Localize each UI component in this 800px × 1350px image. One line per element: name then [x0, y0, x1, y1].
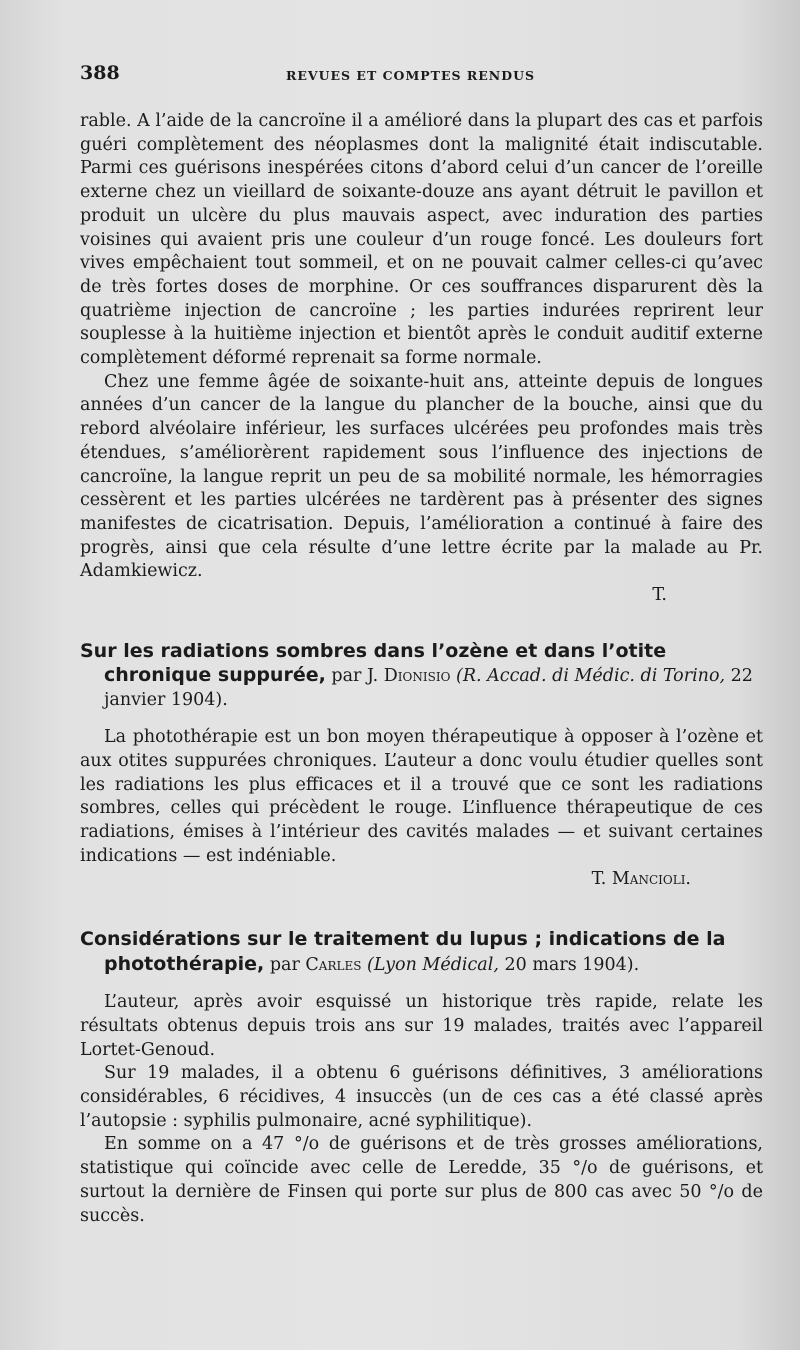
paragraph: L’auteur, après avoir esquissé un historique très rapide, relate les résultats obtenus depuis trois ans sur 19 malades, traités avec l’appareil Lortet-Genoud. — [80, 992, 763, 1060]
article-author: Dionisio — [383, 666, 451, 687]
article-source: (Lyon Médical, — [367, 954, 499, 975]
review-section-3 — [80, 928, 763, 1228]
paragraph: rable. A l’aide de la cancroïne il a amélioré dans la plupart des cas et parfois guéri complètement des néoplasmes dont la malignité était indiscutable. Parmi ces guérisons inespérées citons d’abord celui d’un cancer de l’oreille externe chez un vieillard de soixante-douze ans ayant détruit le pavillon et produit un ulcère du plus mauvais aspect, avec induration des parties voisines qui avaient pris une couleur d’un rouge foncé. Les douleurs fort vives empêchaient tout sommeil, et on ne pouvait calmer celles-ci qu’avec de très fortes doses de morphine. Or ces souffrances disparurent dès la quatrième injection de cancroïne ; les parties indurées reprirent leur souplesse à la huitième injection et bientôt après le conduit auditif externe complètement déformé reprenait sa forme normale. — [80, 111, 763, 369]
review-section-1 — [80, 110, 763, 608]
article-source: (R. Accad. di Médic. di Torino, — [456, 666, 726, 687]
page-number: 388 — [80, 62, 120, 84]
article-by: par — [269, 954, 300, 975]
article-by: par J. — [331, 666, 379, 687]
article-author: Carles — [305, 954, 362, 975]
paragraph: La photothérapie est un bon moyen thérapeutique à opposer à l’ozène et aux otites suppurées chroniques. L’auteur a donc voulu étudier quelles sont les radiations les plus efficaces et il a trouvé que ce sont les radiations sombres, celles qui précèdent le rouge. L’influence thérapeutique de ces radiations, émises à l’intérieur des cavités malades — et suivant certaines indications — est indéniable. — [80, 727, 763, 866]
article-title: Sur les radiations sombres dans l’ozène et dans l’otite chronique suppurée, — [80, 639, 667, 687]
article-title: Considérations sur le traitement du lupus ; indications de la photothérapie, — [80, 928, 726, 975]
signature-initial: T. — [591, 869, 607, 890]
article-title-block — [80, 640, 763, 713]
article-date: 20 mars 1904). — [504, 954, 640, 975]
paragraph: Sur 19 malades, il a obtenu 6 guérisons définitives, 3 améliorations considérables, 6 récidives, 4 insuccès (un de ces cas a été classé après l’autopsie : syphilis pulmonaire, acné syphilitique). — [80, 1063, 763, 1131]
signature-name: Mancioli. — [611, 869, 691, 890]
article-title-block — [80, 928, 763, 977]
signature: T. — [652, 585, 667, 606]
review-section-2 — [80, 640, 763, 892]
page-body — [80, 110, 763, 1228]
article-date: 22 janvier 1904). — [104, 666, 753, 710]
page-header — [80, 62, 760, 88]
paragraph: En somme on a 47 °/o de guérisons et de très grosses améliorations, statistique qui coïncide avec celle de Leredde, 35 °/o de guérisons, et surtout la dernière de Finsen qui porte sur plus de 800 cas avec 50 °/o de succès. — [80, 1134, 763, 1226]
running-head: REVUES ET COMPTES RENDUS — [286, 68, 535, 83]
paragraph: Chez une femme âgée de soixante-huit ans, atteinte depuis de longues années d’un cancer de la langue du plancher de la bouche, ainsi que du rebord alvéolaire inférieur, les surfaces ulcérées peu profondes mais très étendues, s’améliorèrent rapidement sous l’influence des injections de cancroïne, la langue reprit un peu de sa mobilité normale, les hémorragies cessèrent et les parties ulcérées ne tardèrent pas à présenter des signes manifestes de cicatrisation. Depuis, l’amélioration a continué à faire des progrès, ainsi que cela résulte d’une lettre écrite par la malade au Pr. Adamkiewicz. — [80, 371, 763, 582]
signature — [80, 868, 763, 892]
